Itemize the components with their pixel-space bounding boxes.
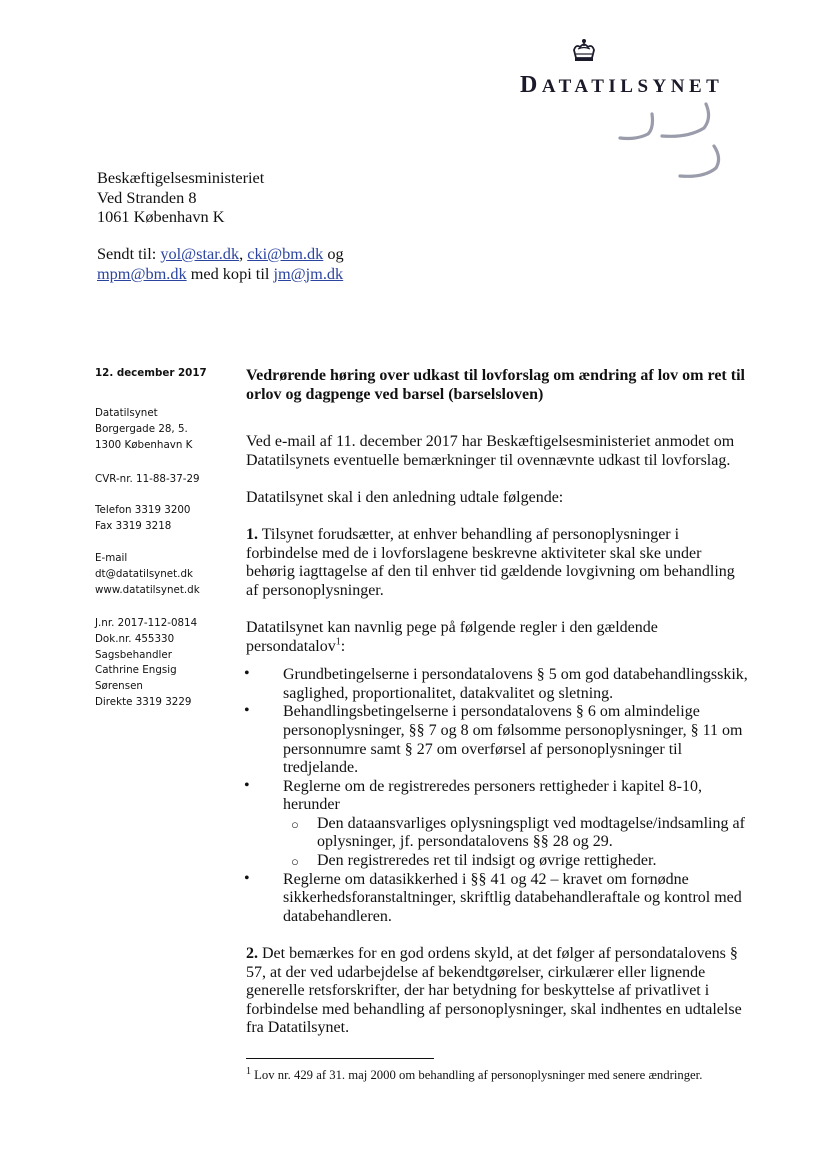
circle-bullet-icon: ○ bbox=[291, 816, 299, 832]
datatilsynet-logo bbox=[520, 38, 740, 98]
bullet-icon: • bbox=[244, 665, 250, 683]
list-item: • Behandlingsbetingelserne i persondatalovens § 6 om almindelige personoplysninger, §§ 7 og 8 om følsomme personoplysninger, § 11 om personnumre samt § 27 om overførsel af personoplysninger til tredjelande. bbox=[244, 702, 743, 777]
paragraph-statement: Datatilsynet skal i den anledning udtale følgende: bbox=[246, 488, 564, 506]
sender-website: www.datatilsynet.dk bbox=[95, 583, 200, 596]
sender-address: Datatilsynet Borgergade 28, 5. 1300 København K bbox=[95, 407, 193, 451]
circle-bullet-icon: ○ bbox=[291, 854, 299, 870]
email-link-yol[interactable]: yol@star.dk bbox=[160, 244, 240, 263]
email-block: E-mail dt@datatilsynet.dk www.datatilsynet.dk bbox=[95, 551, 200, 598]
case-info: J.nr. 2017-112-0814 Dok.nr. 455330 Sagsbehandler Cathrine Engsig Sørensen Direkte 3319 3229 bbox=[95, 617, 198, 708]
email-link-cki[interactable]: cki@bm.dk bbox=[247, 244, 324, 263]
phone-block: Telefon 3319 3200 Fax 3319 3218 bbox=[95, 504, 191, 532]
recipient-city: 1061 København K bbox=[97, 207, 225, 226]
footnote-ref: 1 bbox=[335, 636, 341, 648]
recipient-name: Beskæftigelsesministeriet bbox=[97, 168, 265, 187]
sent-to-line: Sendt til: yol@star.dk, cki@bm.dk og mpm@bm.dk med kopi til jm@jm.dk bbox=[97, 244, 344, 283]
letter-subject: Vedrørende høring over udkast til lovforslag om ændring af lov om ret til orlov og dagpenge ved barsel (barselsloven) bbox=[246, 367, 745, 403]
recipient-street: Ved Stranden 8 bbox=[97, 187, 197, 207]
email-link-jm[interactable]: jm@jm.dk bbox=[273, 263, 344, 283]
list-item: • Reglerne om datasikkerhed i §§ 41 og 42 – kravet om fornødne sikkerhedsforanstaltninger, skriftlig databehandleraftale og kontrol med databehandleren. bbox=[244, 869, 742, 925]
sender-email: dt@datatilsynet.dk bbox=[95, 567, 193, 580]
email-link-mpm[interactable]: mpm@bm.dk bbox=[97, 263, 187, 283]
recipient-address bbox=[97, 168, 264, 227]
bullet-icon: • bbox=[244, 702, 250, 720]
sub-list-item: ○ Den registreredes ret til indsigt og øvrige rettigheder. bbox=[317, 852, 749, 871]
paragraph-rules-intro: Datatilsynet kan navnlig pege på følgende regler i den gældende persondatalov$^1$: bbox=[246, 618, 658, 655]
bullet-icon: • bbox=[244, 869, 250, 887]
logo-wordmark: DATATILSYNET bbox=[520, 72, 724, 98]
paragraph-2: 2. Det bemærkes for en god ordens skyld, at det følger af persondatalovens § 57, at der ved udarbejdelse af bekendtgørelser, cirkulærer eller lignende generelle retsforskrifter, der har betydning for beskyttelse af privatlivet i forbindelse med behandling af personoplysninger, skal indhentes en udtalelse fra Datatilsynet. bbox=[246, 945, 742, 1037]
letter-body bbox=[246, 366, 749, 1057]
paragraph-intro: Ved e-mail af 11. december 2017 har Beskæftigelsesministeriet anmodet om Datatilsynets eventuelle bemærkninger til ovennævnte udkast til lovforslag. bbox=[246, 433, 735, 469]
paragraph-1: 1. Tilsynet forudsætter, at enhver behandling af personoplysninger i forbindelse med de i lovforslagene beskrevne aktiviteter skal ske under behørig iagttagelse af den til enhver tid gældende lovgivning om behandling af personoplysninger. bbox=[246, 525, 735, 599]
sub-list bbox=[283, 815, 749, 871]
sub-list-item: ○ Den dataansvarliges oplysningspligt ved modtagelse/indsamling af oplysninger, jf. persondatalovens §§ 28 og 29. bbox=[291, 814, 745, 851]
list-item: • Grundbetingelserne i persondatalovens § 5 om god databehandlingsskik, saglighed, proportionalitet, datakvalitet og sletning. bbox=[244, 665, 748, 702]
royal-crown-icon bbox=[570, 38, 598, 64]
letter-date: 12. december 2017 bbox=[95, 367, 207, 379]
list-item: • Reglerne om de registreredes personers rettigheder i kapitel 8-10, herunder ○ Den dataansvarliges oplysningspligt ved modtagelse/indsamling af oplysninger, jf. persondatalovens §§ 28 og 29. ○ Den registreredes ret til indsigt og øvrige rettigheder. bbox=[246, 778, 749, 871]
footnote-divider bbox=[246, 1058, 434, 1059]
footnote: $^1$ Lov nr. 429 af 31. maj 2000 om behandling af personoplysninger med senere ændringer. bbox=[246, 1065, 703, 1082]
handwritten-initials-icon bbox=[618, 102, 728, 182]
cvr-number: CVR-nr. 11-88-37-29 bbox=[95, 473, 200, 485]
bullet-icon: • bbox=[244, 776, 250, 794]
rules-list bbox=[246, 666, 749, 926]
